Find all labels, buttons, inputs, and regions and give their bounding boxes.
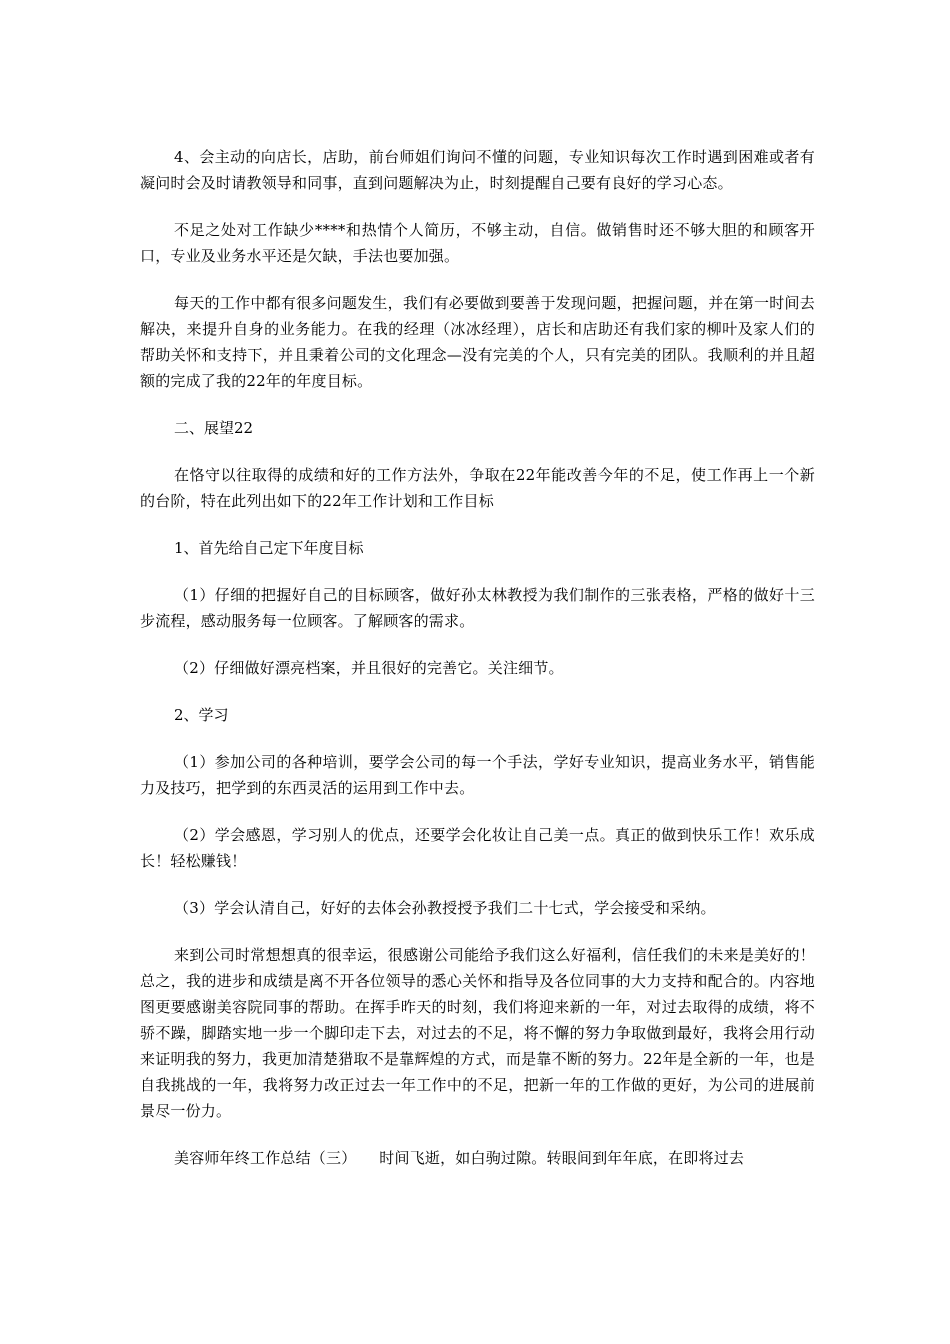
subheading-annual-goal: 1、首先给自己定下年度目标 xyxy=(174,539,364,557)
document-page xyxy=(140,144,815,1171)
paragraph-study-2: （2）学会感恩，学习别人的优点，还要学会化妆让自己美一点。真正的做到快乐工作！欢乐成长！轻松赚钱！ xyxy=(140,826,815,870)
paragraph-study-3: （3）学会认清自己，好好的去体会孙教授授予我们二十七式，学会接受和采纳。 xyxy=(174,899,716,917)
paragraph-item-4: 4、会主动的向店长，店助，前台师姐们询问不懂的问题，专业知识每次工作时遇到困难或者有凝问时会及时请教领导和同事，直到问题解决为止，时刻提醒自己要有良好的学习心态。 xyxy=(140,148,815,192)
paragraph-shortcomings: 不足之处对工作缺少****和热情个人简历，不够主动，自信。做销售时还不够大胆的和顾客开口，专业及业务水平还是欠缺，手法也要加强。 xyxy=(140,221,815,265)
paragraph-next-summary: 美容师年终工作总结（三） 时间飞逝，如白驹过隙。转眼间到年年底，在即将过去 xyxy=(174,1149,745,1167)
paragraph-conclusion: 来到公司时常想想真的很幸运，很感谢公司能给予我们这么好福利，信任我们的未来是美好的！总之，我的进步和成绩是离不开各位领导的悉心关怀和指导及各位同事的大力支持和配合的。内容地图更要感谢美容院同事的帮助。在挥手昨天的时刻，我们将迎来新的一年，对过去取得的成绩，将不骄不躁，脚踏实地一步一个脚印走下去，对过去的不足，将不懈的努力争取做到最好，我将会用行动来证明我的努力，我更加清楚猎取不是靠辉煌的方式，而是靠不断的努力。22年是全新的一年，也是自我挑战的一年，我将努力改正过去一年工作中的不足，把新一年的工作做的更好，为公司的进展前景尽一份力。 xyxy=(140,946,815,1120)
paragraph-daily-work: 每天的工作中都有很多问题发生，我们有必要做到要善于发现问题，把握问题，并在第一时间去解决，来提升自身的业务能力。在我的经理（冰冰经理），店长和店助还有我们家的柳叶及家人们的帮助关怀和支持下，并且秉着公司的文化理念—没有完美的个人，只有完美的团队。我顺利的并且超额的完成了我的22年的年度目标。 xyxy=(140,294,815,390)
section-heading-outlook: 二、展望22 xyxy=(174,419,254,437)
paragraph-goal-1: （1）仔细的把握好自己的目标顾客，做好孙太林教授为我们制作的三张表格，严格的做好十三步流程，感动服务每一位顾客。了解顾客的需求。 xyxy=(140,586,815,630)
paragraph-study-1: （1）参加公司的各种培训，要学会公司的每一个手法，学好专业知识，提高业务水平，销售能力及技巧，把学到的东西灵活的运用到工作中去。 xyxy=(140,753,815,797)
subheading-study: 2、学习 xyxy=(174,706,229,724)
paragraph-outlook-intro: 在恪守以往取得的成绩和好的工作方法外，争取在22年能改善今年的不足，使工作再上一个新的台阶，特在此列出如下的22年工作计划和工作目标 xyxy=(140,466,815,510)
paragraph-goal-2: （2）仔细做好漂亮档案，并且很好的完善它。关注细节。 xyxy=(174,659,564,677)
